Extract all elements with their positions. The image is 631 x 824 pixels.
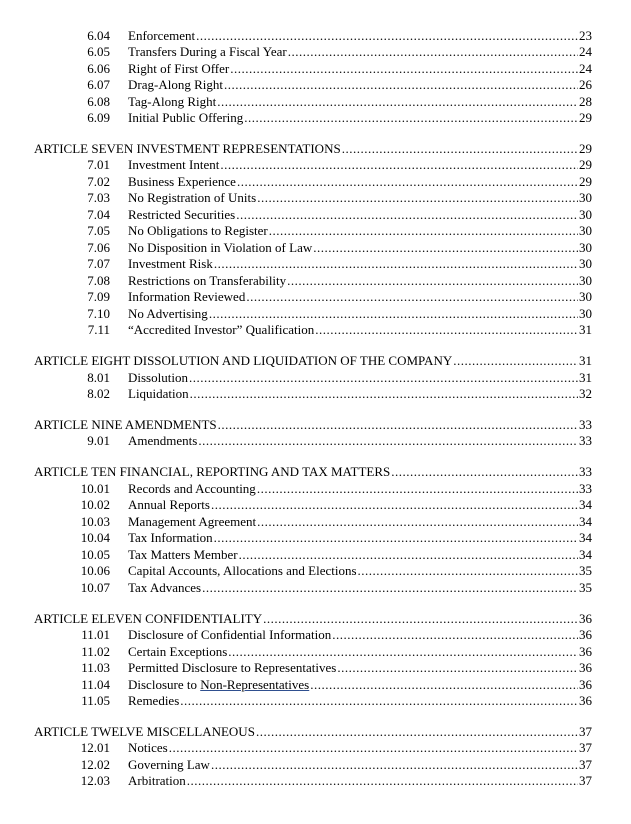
toc-page-number: 32 xyxy=(579,386,592,401)
toc-entry[interactable] xyxy=(34,157,592,173)
dot-leader xyxy=(257,481,578,497)
toc-section-number: 12.03 xyxy=(80,773,110,788)
dot-leader xyxy=(244,110,578,126)
toc-entry[interactable] xyxy=(34,757,592,773)
toc-page-number: 37 xyxy=(579,724,592,739)
toc-title: Permitted Disclosure to Representatives xyxy=(128,660,337,675)
dot-leader xyxy=(237,174,578,190)
dot-leader xyxy=(218,417,578,433)
dot-leader xyxy=(190,386,578,402)
dot-leader xyxy=(453,353,578,369)
dot-leader xyxy=(180,693,578,709)
toc-page-number: 33 xyxy=(579,481,592,496)
toc-section-number: 10.01 xyxy=(80,481,110,496)
dot-leader xyxy=(211,757,578,773)
toc-entry[interactable] xyxy=(34,514,592,530)
toc-title: Capital Accounts, Allocations and Elections xyxy=(128,563,357,578)
toc-page-number: 30 xyxy=(579,306,592,321)
toc-article-heading[interactable] xyxy=(34,611,592,627)
dot-leader xyxy=(220,157,578,173)
toc-section-number: 6.06 xyxy=(87,61,110,76)
toc-entry[interactable] xyxy=(34,77,592,93)
toc-page-number: 34 xyxy=(579,514,592,529)
toc-title: ARTICLE ELEVEN CONFIDENTIALITY xyxy=(34,611,263,626)
toc-page-number: 34 xyxy=(579,530,592,545)
toc-entry[interactable] xyxy=(34,660,592,676)
dot-leader xyxy=(358,563,578,579)
toc-entry[interactable] xyxy=(34,386,592,402)
toc-entry[interactable] xyxy=(34,223,592,239)
toc-title: Certain Exceptions xyxy=(128,644,228,659)
toc-section-number: 7.09 xyxy=(87,289,110,304)
toc-section-number: 12.01 xyxy=(80,740,110,755)
dot-leader xyxy=(315,322,578,338)
toc-entry[interactable] xyxy=(34,273,592,289)
toc-page-number: 29 xyxy=(579,110,592,125)
toc-section-number: 6.07 xyxy=(87,77,110,92)
toc-entry[interactable] xyxy=(34,563,592,579)
toc-page-number: 36 xyxy=(579,693,592,708)
toc-section-number: 6.09 xyxy=(87,110,110,125)
toc-section-number: 7.04 xyxy=(87,207,110,222)
toc-entry[interactable] xyxy=(34,240,592,256)
dot-leader xyxy=(236,207,578,223)
dot-leader xyxy=(256,724,578,740)
toc-section-number: 6.04 xyxy=(87,28,110,43)
toc-entry[interactable] xyxy=(34,677,592,693)
toc-entry[interactable] xyxy=(34,481,592,497)
toc-title: ARTICLE NINE AMENDMENTS xyxy=(34,417,217,432)
toc-page-number: 30 xyxy=(579,190,592,205)
dot-leader xyxy=(391,464,578,480)
toc-article-heading[interactable] xyxy=(34,353,592,369)
dot-leader xyxy=(198,433,578,449)
toc-title: Right of First Offer xyxy=(128,61,230,76)
toc-page-number: 33 xyxy=(579,433,592,448)
toc-section-number: 7.06 xyxy=(87,240,110,255)
toc-page-number: 37 xyxy=(579,757,592,772)
toc-page-number: 37 xyxy=(579,773,592,788)
toc-page-number: 36 xyxy=(579,627,592,642)
toc-section-number: 11.01 xyxy=(81,627,110,642)
dot-leader xyxy=(211,497,578,513)
toc-page-number: 29 xyxy=(579,157,592,172)
toc-page-number: 30 xyxy=(579,207,592,222)
toc-page-number: 35 xyxy=(579,580,592,595)
toc-title: Initial Public Offering xyxy=(128,110,244,125)
toc-section-number: 7.07 xyxy=(87,256,110,271)
toc-section-number: 11.05 xyxy=(81,693,110,708)
toc-title: Tax Advances xyxy=(128,580,202,595)
toc-page-number: 30 xyxy=(579,273,592,288)
toc-entry[interactable] xyxy=(34,627,592,643)
toc-title: Governing Law xyxy=(128,757,210,772)
dot-leader xyxy=(257,190,578,206)
toc-page-number: 36 xyxy=(579,660,592,675)
dot-leader xyxy=(187,773,578,789)
toc-title: “Accredited Investor” Qualification xyxy=(128,322,315,337)
toc-page-number: 35 xyxy=(579,563,592,578)
toc-title: No Advertising xyxy=(128,306,208,321)
toc-section-number: 10.02 xyxy=(80,497,110,512)
toc-section-number: 9.01 xyxy=(87,433,110,448)
dot-leader xyxy=(287,273,578,289)
dot-leader xyxy=(214,530,578,546)
toc-entry[interactable] xyxy=(34,44,592,60)
toc-title: Investment Intent xyxy=(128,157,220,172)
toc-page-number: 37 xyxy=(579,740,592,755)
toc-title: Investment Risk xyxy=(128,256,213,271)
toc-entry[interactable] xyxy=(34,94,592,110)
toc-title: Disclosure of Confidential Information xyxy=(128,627,332,642)
toc-title: ARTICLE SEVEN INVESTMENT REPRESENTATIONS xyxy=(34,141,341,156)
toc-title: Transfers During a Fiscal Year xyxy=(128,44,287,59)
toc-section-number: 7.01 xyxy=(87,157,110,172)
toc-section-number: 7.02 xyxy=(87,174,110,189)
toc-title: Information Reviewed xyxy=(128,289,246,304)
toc-section-number: 6.05 xyxy=(87,44,110,59)
toc-section-number: 10.03 xyxy=(80,514,110,529)
toc-article-heading[interactable] xyxy=(34,141,592,157)
dot-leader xyxy=(209,306,578,322)
dot-leader xyxy=(263,611,578,627)
toc-entry[interactable] xyxy=(34,644,592,660)
toc-section-number: 7.05 xyxy=(87,223,110,238)
toc-entry[interactable] xyxy=(34,174,592,190)
dot-leader xyxy=(246,289,578,305)
toc-title: Amendments xyxy=(128,433,198,448)
toc-title: Annual Reports xyxy=(128,497,210,512)
toc-entry[interactable] xyxy=(34,207,592,223)
toc-page-number: 36 xyxy=(579,611,592,626)
toc-section-number: 11.03 xyxy=(81,660,110,675)
toc-page-number: 34 xyxy=(579,547,592,562)
dot-leader xyxy=(310,677,578,693)
toc-entry[interactable] xyxy=(34,530,592,546)
dot-leader xyxy=(224,77,578,93)
toc-page-number: 30 xyxy=(579,240,592,255)
toc-title: No Registration of Units xyxy=(128,190,257,205)
dot-leader xyxy=(230,61,578,77)
dot-leader xyxy=(288,44,578,60)
toc-section-number: 8.01 xyxy=(87,370,110,385)
toc-title: Tax Information xyxy=(128,530,213,545)
toc-title: ARTICLE TEN FINANCIAL, REPORTING AND TAX MATTERS xyxy=(34,464,391,479)
toc-page-number: 24 xyxy=(579,44,592,59)
toc-page-number: 23 xyxy=(579,28,592,43)
toc-entry[interactable] xyxy=(34,740,592,756)
toc-title: Remedies xyxy=(128,693,180,708)
dot-leader xyxy=(337,660,578,676)
toc-page-number: 31 xyxy=(579,370,592,385)
toc-article-heading[interactable] xyxy=(34,724,592,740)
toc-page-number: 34 xyxy=(579,497,592,512)
toc-article-heading[interactable] xyxy=(34,464,592,480)
dot-leader xyxy=(217,94,578,110)
toc-entry[interactable] xyxy=(34,256,592,272)
toc-title: ARTICLE TWELVE MISCELLANEOUS xyxy=(34,724,255,739)
dot-leader xyxy=(239,547,578,563)
toc-title: Arbitration xyxy=(128,773,186,788)
toc-title: Enforcement xyxy=(128,28,196,43)
toc-page-number: 31 xyxy=(579,322,592,337)
dot-leader xyxy=(332,627,578,643)
toc-title: Tax Matters Member xyxy=(128,547,238,562)
toc-title: Restricted Securities xyxy=(128,207,236,222)
toc-title: Dissolution xyxy=(128,370,188,385)
dot-leader xyxy=(269,223,578,239)
toc-page-number: 33 xyxy=(579,464,592,479)
toc-title: Restrictions on Transferability xyxy=(128,273,287,288)
toc-page-number: 29 xyxy=(579,141,592,156)
toc-title: ARTICLE EIGHT DISSOLUTION AND LIQUIDATION OF THE COMPANY xyxy=(34,353,453,368)
toc-entry[interactable] xyxy=(34,497,592,513)
toc-section-number: 12.02 xyxy=(80,757,110,772)
toc-page-number: 29 xyxy=(579,174,592,189)
toc-section-number: 10.04 xyxy=(80,530,110,545)
toc-entry[interactable] xyxy=(34,190,592,206)
toc-title: Records and Accounting xyxy=(128,481,256,496)
dot-leader xyxy=(313,240,578,256)
toc-section-number: 11.02 xyxy=(81,644,110,659)
toc-article-heading[interactable] xyxy=(34,417,592,433)
toc-section-number: 8.02 xyxy=(87,386,110,401)
toc-entry[interactable] xyxy=(34,306,592,322)
toc-page-number: 30 xyxy=(579,256,592,271)
toc-entry[interactable] xyxy=(34,289,592,305)
toc-page-number: 33 xyxy=(579,417,592,432)
toc-page-number: 36 xyxy=(579,677,592,692)
toc-entry[interactable] xyxy=(34,693,592,709)
toc-page-number: 24 xyxy=(579,61,592,76)
toc-page-number: 28 xyxy=(579,94,592,109)
dot-leader xyxy=(257,514,578,530)
toc-entry[interactable] xyxy=(34,547,592,563)
dot-leader xyxy=(214,256,578,272)
toc-title: Liquidation xyxy=(128,386,189,401)
toc-page-number: 30 xyxy=(579,223,592,238)
toc-title: Tag-Along Right xyxy=(128,94,217,109)
toc-entry[interactable] xyxy=(34,28,592,44)
toc-title: No Disposition in Violation of Law xyxy=(128,240,313,255)
toc-title: No Obligations to Register xyxy=(128,223,268,238)
dot-leader xyxy=(202,580,578,596)
toc-section-number: 7.11 xyxy=(87,322,110,337)
toc-section-number: 10.07 xyxy=(80,580,110,595)
toc-title: Disclosure to Non-Representatives xyxy=(128,677,310,692)
toc-page-number: 30 xyxy=(579,289,592,304)
toc-section-number: 7.03 xyxy=(87,190,110,205)
toc-entry[interactable] xyxy=(34,322,592,338)
toc-entry[interactable] xyxy=(34,110,592,126)
toc-title: Notices xyxy=(128,740,168,755)
toc-entry[interactable] xyxy=(34,433,592,449)
dot-leader xyxy=(342,141,578,157)
toc-title: Business Experience xyxy=(128,174,236,189)
toc-section-number: 11.04 xyxy=(81,677,110,692)
toc-entry[interactable] xyxy=(34,580,592,596)
dot-leader xyxy=(169,740,578,756)
toc-section-number: 10.05 xyxy=(80,547,110,562)
toc-section-number: 6.08 xyxy=(87,94,110,109)
toc-section-number: 10.06 xyxy=(80,563,110,578)
toc-section-number: 7.08 xyxy=(87,273,110,288)
toc-page-number: 26 xyxy=(579,77,592,92)
toc-entry[interactable] xyxy=(34,370,592,386)
toc-entry[interactable] xyxy=(34,773,592,789)
toc-page-number: 36 xyxy=(579,644,592,659)
toc-title: Drag-Along Right xyxy=(128,77,223,92)
dot-leader xyxy=(189,370,578,386)
toc-entry[interactable] xyxy=(34,61,592,77)
toc-page-number: 31 xyxy=(579,353,592,368)
toc-section-number: 7.10 xyxy=(87,306,110,321)
toc-title: Management Agreement xyxy=(128,514,257,529)
dot-leader xyxy=(196,28,578,44)
dot-leader xyxy=(228,644,578,660)
